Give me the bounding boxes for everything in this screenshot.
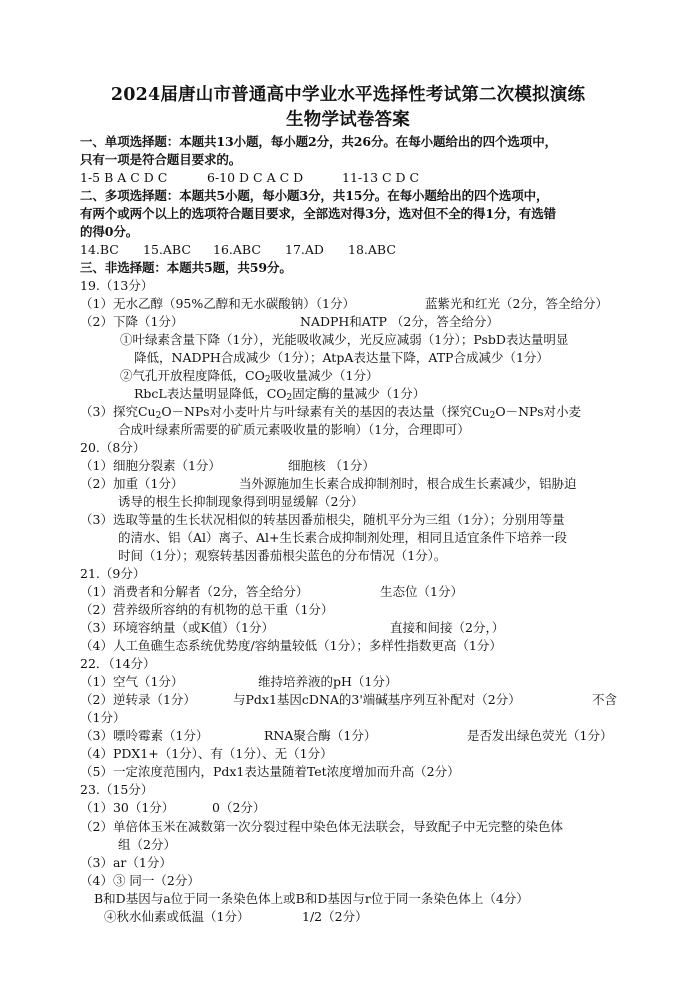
section-2-heading-cont: 有两个或两个以上的选项符合题目要求，全部选对得3分，选对但不全的得1分，有选错	[80, 206, 556, 221]
q22-part2-cont: （1分）	[80, 710, 126, 725]
q20-part3: （3）选取等量的生长状况相似的转基因番茄根尖，随机平分为三组（1分）；分别用等量	[80, 512, 565, 527]
q20-part2-answer-b: 当外源施加生长素合成抑制剂时，根合成生长素减少，铝胁迫	[239, 476, 577, 491]
q21-part4: （4）人工鱼礁生态系统优势度/容纳量较低（1分）；多样性指数更高（1分）	[80, 638, 502, 653]
answer-18: 18.ABC	[348, 242, 396, 257]
q19-heading: 19.（13分）	[80, 278, 154, 293]
q23-part4: （4）③ 同一（2分）	[80, 873, 200, 888]
q23-heading: 23.（15分）	[80, 782, 154, 797]
q19-part2-reason1: ①叶绿素含量下降（1分），光能吸收减少，光反应减弱（1分）；PsbD表达量明显	[120, 332, 569, 347]
answer-1-5: 1-5 B A C D C	[80, 170, 168, 185]
q23-part3: （3）ar（1分）	[80, 855, 172, 870]
section-1-heading: 一、单项选择题：本题共13小题，每小题2分，共26分。在每小题给出的四个选项中，	[80, 134, 557, 149]
q19-part2-answer-b: NADPH和ATP （2分，答全给分）	[300, 314, 499, 329]
section-2-heading-cont2: 的得0分。	[80, 224, 139, 239]
q19-part1-answer-b: 蓝紫光和红光（2分，答全给分）	[425, 296, 608, 311]
section-2-heading: 二、多项选择题：本题共5小题，每小题3分，共15分。在每小题给出的四个选项中，	[80, 188, 549, 203]
section-1-heading-cont: 只有一项是符合题目要求的。	[80, 152, 242, 167]
q22-part1-answer-b: 维持培养液的pH（1分）	[258, 674, 398, 689]
q19-part2-answer-a: （2）下降（1分）	[80, 314, 184, 329]
q22-part3-answer-b: RNA聚合酶（1分）	[264, 728, 377, 743]
q19-reason2-text: ②气孔开放程度降低，CO	[120, 368, 265, 383]
q22-part1-answer-a: （1）空气（1分）	[80, 674, 184, 689]
q19-part2-reason3	[134, 385, 425, 403]
answer-14: 14.BC	[80, 242, 119, 257]
q19-part3-text-mid: O－NPs对小麦叶片与叶绿素有关的基因的表达量（探究Cu	[161, 404, 490, 419]
q22-part2-answer-b: 与Pdx1基因cDNA的3'端碱基序列互补配对（2分）	[233, 692, 521, 707]
q19-part3	[80, 403, 581, 421]
q23-part1-answer-b: 0（2分）	[212, 800, 266, 815]
q22-part5: （5）一定浓度范围内，Pdx1表达量随着Tet浓度增加而升高（2分）	[80, 764, 460, 779]
q19-reason2-text-end: 吸收量减少（1分）	[270, 368, 379, 383]
q19-part2-reason2	[120, 367, 379, 385]
q23-part4-reason: B和D基因与a位于同一条染色体上或B和D基因与r位于同一条染色体上（4分）	[94, 891, 529, 906]
q21-part1-answer-a: （1）消费者和分解者（2分，答全给分）	[80, 584, 309, 599]
exam-subtitle: 生物学试卷答案	[286, 110, 410, 130]
q21-part2: （2）营养级所容纳的有机物的总干重（1分）	[80, 602, 334, 617]
q22-part3-answer-a: （3）嘌呤霉素（1分）	[80, 728, 209, 743]
q23-part1-answer-a: （1）30（1分）	[80, 800, 175, 815]
q21-part1-answer-b: 生态位（1分）	[380, 584, 463, 599]
q22-part4: （4）PDX1+（1分）、有（1分）、无（1分）	[80, 746, 333, 761]
q20-part1-answer-a: （1）细胞分裂素（1分）	[80, 458, 221, 473]
q20-part2-answer-a: （2）加重（1分）	[80, 476, 184, 491]
q19-reason3-text: RbcL表达量明显降低，CO	[134, 386, 287, 401]
answer-11-13: 11-13 C D C	[342, 170, 420, 185]
q21-part3-answer-a: （3）环境容纳量（或K值）（1分）	[80, 620, 274, 635]
q23-part4-answer-b: 1/2（2分）	[302, 909, 368, 924]
q19-reason3-text-end: 固定酶的量减少（1分）	[292, 386, 426, 401]
q22-part2-answer-c: 不含	[592, 692, 618, 707]
subscript: 2	[264, 375, 271, 385]
q19-part3-text-end: O－NPs对小麦	[495, 404, 582, 419]
q22-part2-answer-a: （2）逆转录（1分）	[80, 692, 196, 707]
q22-part3-answer-c: 是否发出绿色荧光（1分）	[467, 728, 613, 743]
answer-6-10: 6-10 D C A C D	[207, 170, 304, 185]
section-3-heading: 三、非选择题：本题共5题，共59分。	[80, 260, 292, 275]
q19-part2-reason1-cont: 降低，NADPH合成减少（1分）；AtpA表达量下降，ATP合成减少（1分）	[134, 350, 549, 365]
q20-part1-answer-b: 细胞核 （1分）	[288, 458, 375, 473]
subscript: 2	[286, 393, 293, 403]
q20-part2-cont: 诱导的根生长抑制现象得到明显缓解（2分）	[118, 494, 364, 509]
q22-heading: 22．（14分）	[80, 656, 156, 671]
answer-16: 16.ABC	[213, 242, 261, 257]
q20-part3-cont2: 时间（1分）；观察转基因番茄根尖蓝色的分布情况（1分）。	[118, 548, 447, 563]
q23-part4-answer-a: ④秋水仙素或低温（1分）	[104, 909, 250, 924]
q19-part1-answer-a: （1）无水乙醇（95%乙醇和无水碳酸钠）（1分）	[80, 296, 355, 311]
q21-part3-answer-b: 直接和间接（2分，）	[390, 620, 505, 635]
answer-17: 17.AD	[285, 242, 324, 257]
subscript: 2	[489, 411, 496, 421]
answer-15: 15.ABC	[143, 242, 191, 257]
exam-title: 2024届唐山市普通高中学业水平选择性考试第二次模拟演练	[110, 85, 586, 105]
subscript: 2	[155, 411, 162, 421]
q20-part3-cont: 的清水、铝（Al）离子、Al+生长素合成抑制剂处理，相同且适宜条件下培养一段	[118, 530, 568, 545]
q19-part3-cont: 合成叶绿素所需要的矿质元素吸收量的影响）（1分，合理即可）	[118, 422, 470, 437]
q19-part3-text: （3）探究Cu	[80, 404, 156, 419]
q20-heading: 20.（8分）	[80, 440, 146, 455]
q21-heading: 21.（9分）	[80, 566, 146, 581]
q23-part2-cont: 组（2分）	[118, 837, 176, 852]
q23-part2: （2）单倍体玉米在减数第一次分裂过程中染色体无法联会，导致配子中无完整的染色体	[80, 819, 563, 834]
